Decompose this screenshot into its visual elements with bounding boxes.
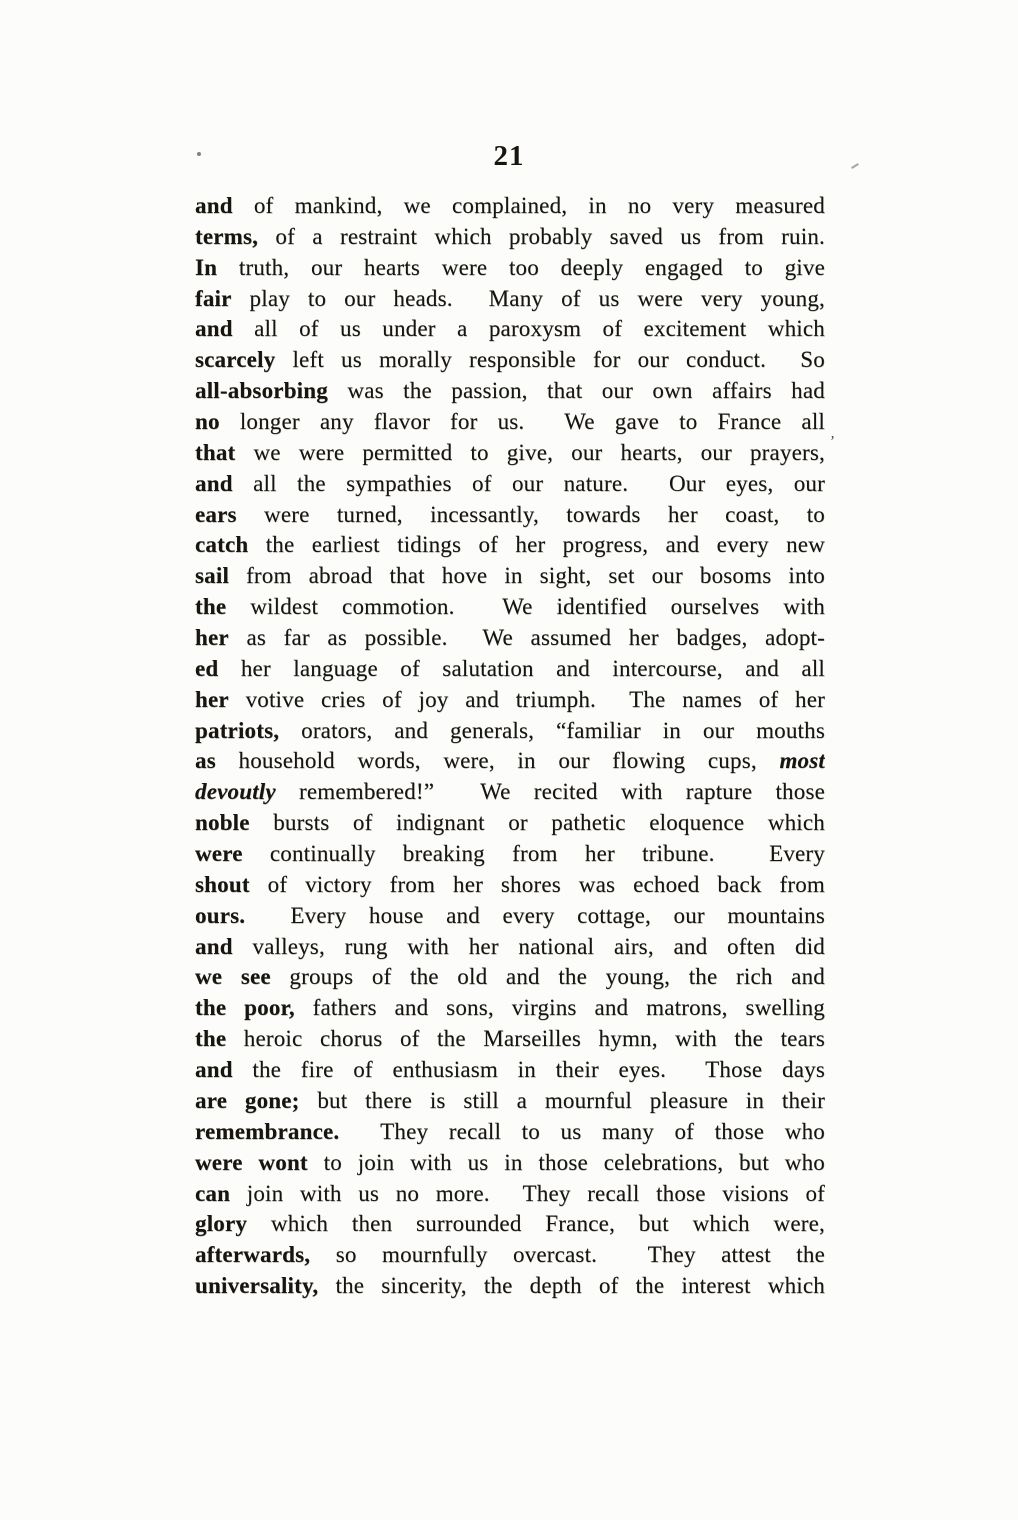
text-line [195,500,825,531]
text-segment: of mankind, we complained, in no very measured [232,193,825,218]
text-segment: that [195,439,236,465]
text-segment: her [195,625,229,651]
text-segment: we were permitted to give, our hearts, our prayers, [235,439,825,465]
text-line [195,222,825,253]
text-segment: fair [195,285,232,311]
text-segment: were [195,841,243,867]
text-segment: and [195,193,233,218]
text-line [195,1086,825,1117]
text-segment: and [195,470,233,496]
text-segment: her language of salutation and intercourse, and all [218,655,825,681]
text-line [195,284,825,315]
text-segment: afterwards, [195,1242,311,1268]
text-segment: which then surrounded France, but which were, [247,1211,825,1237]
text-segment: play to our heads. Many of us were very young, [231,285,825,311]
text-line [195,932,825,963]
text-segment: patriots, [195,717,280,743]
text-segment: heroic chorus of the Marseilles hymn, with the tears [226,1026,825,1052]
text-line [195,314,825,345]
text-segment: valleys, rung with her national airs, and often did [232,933,825,959]
text-segment: of victory from her shores was echoed back from [249,871,825,897]
text-segment: and [195,316,233,342]
text-segment: her [195,686,229,712]
text-segment: most [779,748,825,774]
text-line [195,777,825,808]
text-segment: universality, [195,1273,319,1299]
text-line [195,746,825,777]
text-segment: were wont [195,1149,308,1175]
text-line [195,1209,825,1240]
text-segment: the fire of enthusiasm in their eyes. Those days [232,1057,825,1083]
text-block [195,191,825,1302]
text-line [195,1055,825,1086]
text-segment: as [195,748,216,774]
text-segment: are gone; [195,1087,300,1113]
text-line [195,1271,825,1302]
text-line [195,808,825,839]
text-line [195,839,825,870]
text-segment: groups of the old and the young, the rich and [270,964,825,990]
text-segment: scarcely [195,347,276,373]
text-line [195,901,825,932]
text-segment: to join with us in those celebrations, but who [307,1149,825,1175]
text-segment: household words, were, in our flowing cups, [215,748,780,774]
text-segment: ears [195,501,237,527]
text-segment: the poor, [195,995,295,1021]
text-line [195,438,825,469]
text-segment: longer any flavor for us. We gave to France all [219,409,825,435]
text-segment: but there is still a mournful pleasure in their [299,1087,825,1113]
text-segment: so mournfully overcast. They attest the [310,1242,825,1268]
text-segment: from abroad that hove in sight, set our bosoms into [229,563,825,589]
text-line [195,716,825,747]
text-segment: bursts of indignant or pathetic eloquence which [249,810,825,836]
text-segment: sail [195,563,230,589]
text-segment: truth, our hearts were too deeply engaged to give [217,254,825,280]
text-line [195,592,825,623]
text-segment: catch [195,532,249,558]
text-segment: of a restraint which probably saved us from ruin. [258,223,825,249]
text-segment: all-absorbing [195,378,328,404]
text-segment: left us morally responsible for our conduct. So [275,347,825,373]
text-segment: ours. [195,902,246,928]
text-segment: were turned, incessantly, towards her coast, to [236,501,825,527]
scan-speck [197,152,201,156]
text-segment: we see [195,964,271,990]
text-segment: was the passion, that our own affairs had [327,378,825,404]
text-segment: orators, and generals, “familiar in our mouths [279,717,825,743]
text-segment: remembered!” We recited with rapture those [275,779,825,805]
text-segment: all the sympathies of our nature. Our eyes, our [232,470,825,496]
text-segment: fathers and sons, virgins and matrons, swelling [294,995,825,1021]
text-segment: can [195,1180,231,1206]
text-line [195,1024,825,1055]
text-segment: ed [195,655,219,681]
text-segment: no [195,409,220,435]
text-line [195,376,825,407]
text-line [195,654,825,685]
text-segment: the earliest tidings of her progress, and every new [248,532,825,558]
text-segment: join with us no more. They recall those visions of [230,1180,825,1206]
text-line [195,1179,825,1210]
text-segment: the [195,1026,227,1052]
text-segment: They recall to us many of those who [339,1118,825,1144]
text-segment: noble [195,810,250,836]
ink-mark: ʼ [830,434,835,450]
text-line [195,191,825,222]
text-segment: the [195,594,227,620]
text-line [195,623,825,654]
text-line [195,253,825,284]
text-line [195,993,825,1024]
text-segment: Every house and every cottage, our mountains [245,902,825,928]
page-number: 21 [493,140,525,172]
text-line [195,345,825,376]
text-segment: shout [195,871,250,897]
text-segment: as far as possible. We assumed her badges, adopt- [228,625,825,651]
text-segment: In [195,254,218,280]
text-line [195,407,825,438]
text-segment: terms, [195,223,259,249]
text-segment: all of us under a paroxysm of excitement which [232,316,825,342]
text-line [195,530,825,561]
text-segment: and [195,1057,233,1083]
text-segment: glory [195,1211,248,1237]
text-line [195,685,825,716]
text-line [195,469,825,500]
text-line [195,1148,825,1179]
text-line [195,1240,825,1271]
text-line [195,561,825,592]
text-line [195,870,825,901]
text-segment: continually breaking from her tribune. Every [242,841,825,867]
text-line [195,1117,825,1148]
text-segment: remembrance. [195,1118,340,1144]
text-segment: and [195,933,233,959]
text-segment: the sincerity, the depth of the interest which [318,1273,825,1299]
text-segment: wildest commotion. We identified ourselves with [226,594,825,620]
text-segment: devoutly [195,779,276,805]
text-line [195,962,825,993]
text-segment: votive cries of joy and triumph. The names of her [228,686,825,712]
